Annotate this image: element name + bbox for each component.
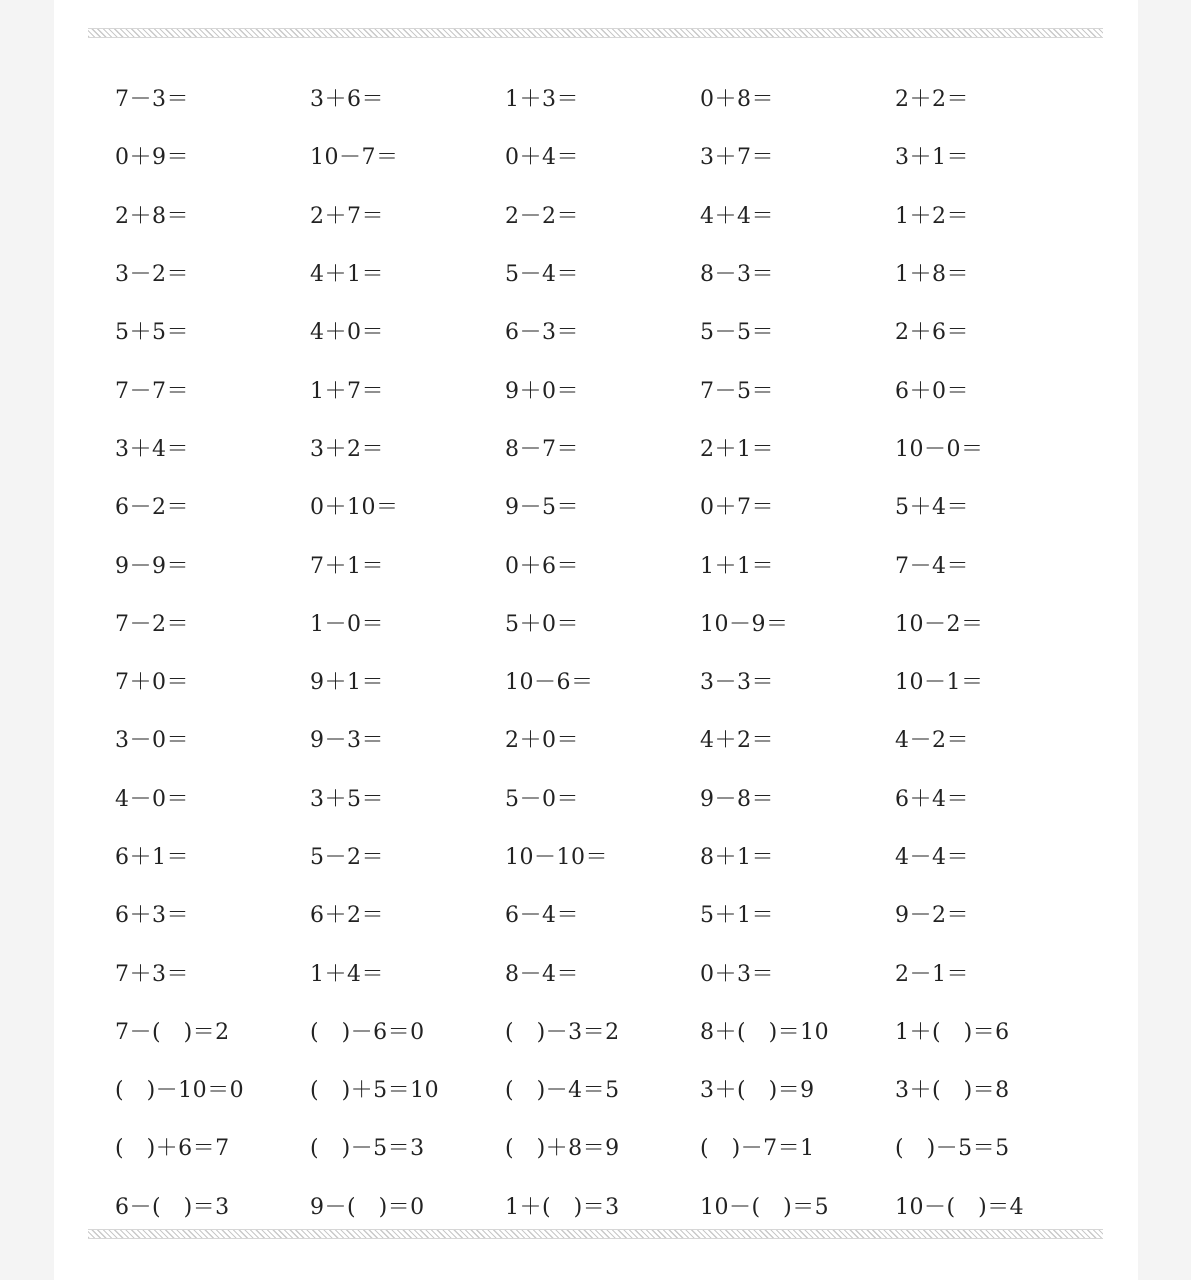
math-problem: 10－6＝ (505, 670, 594, 696)
math-problem: 0＋8＝ (700, 87, 774, 113)
math-problem: 1＋8＝ (895, 262, 969, 288)
math-problem: 9－( )＝0 (310, 1194, 425, 1220)
math-problem: 0＋7＝ (700, 495, 774, 521)
math-problem: 6＋3＝ (115, 903, 189, 929)
math-problem: 6＋4＝ (895, 786, 969, 812)
math-problem: 2＋8＝ (115, 203, 189, 229)
math-problem: 10－10＝ (505, 845, 608, 870)
math-problem: ( )－3＝2 (505, 1019, 620, 1045)
math-problem: 1＋( )＝3 (505, 1194, 620, 1220)
math-problem: ( )＋5＝10 (310, 1078, 440, 1104)
math-problem: 3＋1＝ (895, 145, 969, 171)
math-problem: 3＋( )＝9 (700, 1078, 815, 1104)
math-problem: 4－0＝ (115, 786, 189, 812)
math-problem: 4＋1＝ (310, 262, 384, 288)
math-problem: ( )＋6＝7 (115, 1136, 230, 1162)
math-problem: 0＋9＝ (115, 145, 189, 171)
math-problem: 3＋7＝ (700, 145, 774, 171)
math-problem: 6＋2＝ (310, 903, 384, 929)
math-problem: 9－8＝ (700, 786, 774, 812)
math-problem: 10－2＝ (895, 611, 984, 637)
math-problem: ( )－10＝0 (115, 1078, 245, 1104)
math-problem: 2＋2＝ (895, 87, 969, 113)
math-problem: 9－3＝ (310, 728, 384, 754)
math-problem: ( )－5＝5 (895, 1136, 1010, 1162)
math-problem: 1＋1＝ (700, 553, 774, 579)
math-problem: 4－2＝ (895, 728, 969, 754)
math-problem: 3＋6＝ (310, 87, 384, 113)
math-problem: 7－4＝ (895, 553, 969, 579)
math-problem: 1＋4＝ (310, 961, 384, 987)
math-problem: 7－3＝ (115, 87, 189, 113)
math-problem: 9－2＝ (895, 903, 969, 929)
math-problem: 2＋0＝ (505, 728, 579, 754)
math-problem: 5＋0＝ (505, 611, 579, 637)
math-problem: 1－0＝ (310, 611, 384, 637)
math-problem: 9－5＝ (505, 495, 579, 521)
math-problem: 7＋0＝ (115, 670, 189, 696)
math-problem: 3＋5＝ (310, 786, 384, 812)
math-problem: 3＋2＝ (310, 436, 384, 462)
math-problem: 6－4＝ (505, 903, 579, 929)
math-problem: 5－2＝ (310, 845, 384, 870)
math-problem: 2＋7＝ (310, 203, 384, 229)
math-problem: 6－( )＝3 (115, 1194, 230, 1220)
math-problem: 10－7＝ (310, 145, 399, 171)
math-problem: 10－9＝ (700, 611, 789, 637)
math-problem: 9＋0＝ (505, 378, 579, 404)
problem-grid (115, 71, 1095, 1237)
math-problem: 0＋6＝ (505, 553, 579, 579)
top-divider (88, 28, 1103, 38)
math-problem: 3＋( )＝8 (895, 1078, 1010, 1104)
math-problem: 2＋1＝ (700, 436, 774, 462)
math-problem: 10－1＝ (895, 670, 984, 696)
math-problem: 3＋4＝ (115, 436, 189, 462)
math-problem: 8＋( )＝10 (700, 1019, 830, 1045)
math-problem: 2－1＝ (895, 961, 969, 987)
math-problem: 8－4＝ (505, 961, 579, 987)
math-problem: 0＋4＝ (505, 145, 579, 171)
math-problem: 6－2＝ (115, 495, 189, 521)
math-problem: 6＋1＝ (115, 845, 189, 870)
math-problem: 9－9＝ (115, 553, 189, 579)
math-problem: 1＋2＝ (895, 203, 969, 229)
math-problem: 5－5＝ (700, 320, 774, 346)
math-problem: 5＋5＝ (115, 320, 189, 346)
bottom-divider (88, 1229, 1103, 1239)
math-problem: 1＋3＝ (505, 87, 579, 113)
math-problem: 10－( )＝4 (895, 1194, 1025, 1220)
math-problem: ( )－4＝5 (505, 1078, 620, 1104)
math-problem: 5＋4＝ (895, 495, 969, 521)
math-problem: 5－0＝ (505, 786, 579, 812)
math-problem: 0＋10＝ (310, 495, 399, 521)
math-problem: 6＋0＝ (895, 378, 969, 404)
math-problem: ( )－5＝3 (310, 1136, 425, 1162)
math-problem: 6－3＝ (505, 320, 579, 346)
math-problem: 1＋7＝ (310, 378, 384, 404)
math-problem: 1＋( )＝6 (895, 1019, 1010, 1045)
math-problem: 2＋6＝ (895, 320, 969, 346)
math-problem: 3－2＝ (115, 262, 189, 288)
math-problem: ( )－6＝0 (310, 1019, 425, 1045)
math-problem: 8＋1＝ (700, 845, 774, 870)
math-problem: 10－( )＝5 (700, 1194, 830, 1220)
math-problem: 5－4＝ (505, 262, 579, 288)
math-problem: 7－( )＝2 (115, 1019, 230, 1045)
math-problem: 8－7＝ (505, 436, 579, 462)
math-problem: 4＋0＝ (310, 320, 384, 346)
math-problem: 7－5＝ (700, 378, 774, 404)
math-problem: 7－7＝ (115, 378, 189, 404)
math-problem: ( )－7＝1 (700, 1136, 815, 1162)
math-problem: 7＋3＝ (115, 961, 189, 987)
math-problem: 7＋1＝ (310, 553, 384, 579)
math-problem: 10－0＝ (895, 436, 984, 462)
math-problem: 3－0＝ (115, 728, 189, 754)
math-problem: 9＋1＝ (310, 670, 384, 696)
math-problem: ( )＋8＝9 (505, 1136, 620, 1162)
math-problem: 3－3＝ (700, 670, 774, 696)
math-problem: 5＋1＝ (700, 903, 774, 929)
math-problem: 4－4＝ (895, 845, 969, 870)
math-problem: 4＋2＝ (700, 728, 774, 754)
math-problem: 4＋4＝ (700, 203, 774, 229)
math-problem: 7－2＝ (115, 611, 189, 637)
math-problem: 0＋3＝ (700, 961, 774, 987)
math-problem: 2－2＝ (505, 203, 579, 229)
math-problem: 8－3＝ (700, 262, 774, 288)
